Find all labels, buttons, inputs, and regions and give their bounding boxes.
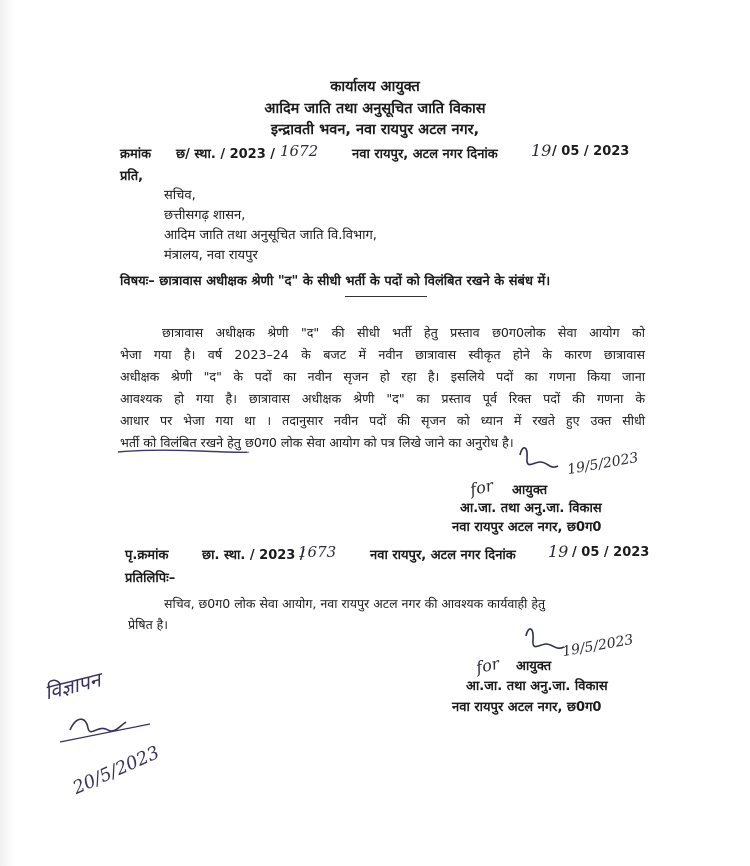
body-line: अधीक्षक श्रेणी "द" के पदों का नवीन सृजन हो रहा है। इसलिये पदों का गणना किया जाना [120,369,645,384]
endorsement-place-date-label: नवा रायपुर, अटल नगर दिनांक [370,548,516,563]
body-line: आधार पर भेजा गया था । तदानुसार नवीन पदों की सृजन को ध्यान में रखते हुए उक्त सीधी [120,413,645,428]
endorsement-reference-label: पृ.क्रमांक [125,548,169,563]
signature-title: आयुक्त [516,659,552,674]
office-address: इन्द्रावती भवन, नवा रायपुर अटल नगर, [270,122,480,138]
margin-note-date: 20/5/2023 [69,742,163,799]
signature-designation: आ.जा. तथा अनु.जा. विकास [460,501,602,516]
signature-scribble-2 [526,629,564,648]
signature-scribble-1 [520,448,558,467]
reference-label: क्रमांक [120,147,152,162]
body-line: भर्ती को विलंबित रखने हेतु छ0ग0 लोक सेवा आयोग को पत्र लिखे जाने का अनुरोध है। [120,435,514,450]
reference-prefix: छ/ स्था. / 2023 / [176,147,276,162]
body-line: आवश्यक हो गया है। छात्रावास अधीक्षक श्रेणी "द" का प्रस्ताव पूर्व रिक्त पदों की गणना के [120,391,645,406]
signature-title: आयुक्त [512,483,548,498]
signature-for-text: for [468,475,495,500]
department-title: आदिम जाति तथा अनुसूचित जाति विकास [264,101,486,117]
office-title: कार्यालय आयुक्त [330,79,420,95]
body-line: छात्रावास अधीक्षक श्रेणी "द" की सीधी भर्ती हेतु प्रस्ताव छ0ग0लोक सेवा आयोग को [162,325,645,340]
date-month-year: / 05 / 2023 [552,144,630,159]
endorsement-date-month-year: / 05 / 2023 [572,545,650,560]
signature-date-handwritten: 19/5/2023 [561,631,635,661]
margin-note-underline [60,724,150,742]
recipient-line: मंत्रालय, नवा रायपुर [164,248,258,263]
copy-line: सचिव, छ0ग0 लोक सेवा आयोग, नवा रायपुर अटल नगर की आवश्यक कार्यवाही हेतु [164,596,546,611]
margin-note-initials [70,719,126,731]
signature-date-handwritten: 19/5/2023 [566,449,640,479]
date-day: 19 [531,141,552,160]
recipient-line: छत्तीसगढ़ शासन, [164,208,246,223]
body-line: भेजा गया है। वर्ष 2023–24 के बजट में नवीन छात्रावास स्वीकृत होने के कारण छात्रावास [120,347,645,362]
endorsement-reference-prefix: छा. स्था. / 2023 / [202,548,305,563]
recipient-line: सचिव, [164,188,196,203]
endorsement-date-day: 19 [548,542,569,561]
subject-line: विषयः– छात्रावास अधीक्षक श्रेणी "द" के सीधी भर्ती के पदों को विलंबित रखने के संबंध में। [120,274,551,289]
signature-place: नवा रायपुर अटल नगर, छ0ग0 [452,700,602,715]
recipient-line: आदिम जाति तथा अनुसूचित जाति वि.विभाग, [164,228,377,243]
signature-place: नवा रायपुर अटल नगर, छ0ग0 [452,520,602,535]
endorsement-reference-number: 1673 [298,543,337,561]
to-label: प्रति, [120,169,144,184]
body-underline-stroke [118,450,248,452]
copy-label: प्रतिलिपिः– [125,571,176,586]
signature-designation: आ.जा. तथा अनु.जा. विकास [466,679,608,694]
copy-line: प्रेषित है। [128,617,169,632]
place-date-label: नवा रायपुर, अटल नगर दिनांक [352,147,498,162]
margin-note-word: विज्ञापन [42,667,103,705]
reference-number: 1672 [280,142,319,160]
signature-for-text: for [474,653,501,678]
